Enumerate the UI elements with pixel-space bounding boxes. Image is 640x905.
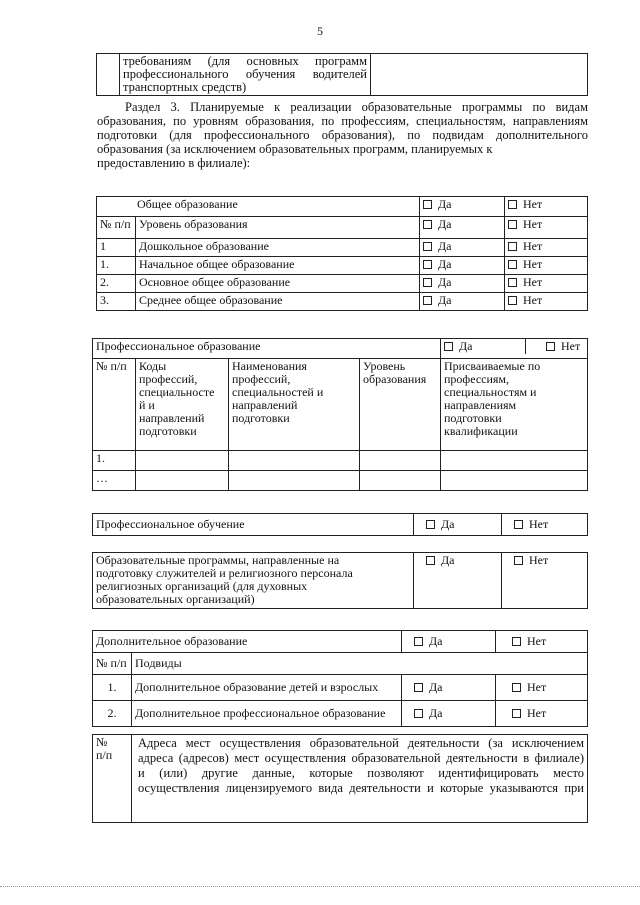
general-no-cell[interactable]: Нет: [505, 197, 588, 217]
checkbox-icon[interactable]: [423, 260, 432, 269]
top-table-line: требованиям (для основных программ: [123, 54, 367, 68]
checkbox-icon[interactable]: [426, 520, 435, 529]
table-cell[interactable]: [229, 451, 360, 471]
general-no-cell[interactable]: Нет: [505, 257, 588, 275]
section-3-text-last: предоставлению в филиале):: [97, 156, 251, 170]
general-title-cell: Общее образование: [97, 197, 420, 217]
checkbox-icon[interactable]: [423, 296, 432, 305]
general-yes-cell[interactable]: Да: [420, 293, 505, 311]
checkbox-icon[interactable]: [508, 200, 517, 209]
professional-education-table: [92, 338, 588, 491]
addresses-table: [92, 734, 588, 823]
checkbox-icon[interactable]: [414, 637, 423, 646]
level-name: Среднее общее образование: [136, 293, 420, 311]
checkbox-icon[interactable]: [444, 342, 453, 351]
table-row: [97, 293, 588, 311]
checkbox-icon[interactable]: [423, 200, 432, 209]
professional-title-cell: Профессиональное образование: [93, 339, 441, 359]
checkbox-icon[interactable]: [414, 683, 423, 692]
general-no-cell[interactable]: Нет: [505, 275, 588, 293]
checkbox-icon[interactable]: [508, 296, 517, 305]
addresses-num-header: № п/п: [93, 735, 132, 823]
checkbox-icon[interactable]: [512, 709, 521, 718]
additional-yes-cell[interactable]: Да: [402, 701, 496, 727]
checkbox-icon[interactable]: [512, 683, 521, 692]
additional-no-cell[interactable]: Нет: [496, 675, 588, 701]
row-number: 1: [97, 239, 136, 257]
table-cell[interactable]: [360, 471, 441, 491]
checkbox-icon[interactable]: [508, 278, 517, 287]
professional-training-yes-cell[interactable]: Да: [414, 514, 502, 536]
general-no-cell[interactable]: Нет: [505, 293, 588, 311]
additional-education-table: [92, 630, 588, 727]
table-row: [97, 239, 588, 257]
checkbox-icon[interactable]: [423, 278, 432, 287]
checkbox-icon[interactable]: [508, 242, 517, 251]
row-number: 1.: [93, 451, 136, 471]
top-table-empty-cell: [371, 54, 588, 96]
general-yes-cell[interactable]: Да: [420, 217, 505, 239]
professional-qualification-header: Присваиваемые по профессиям, специальностям и направлениям подготовки квалификации: [441, 359, 588, 451]
section-3-paragraph: [97, 100, 588, 170]
professional-training-no-cell[interactable]: Нет: [502, 514, 588, 536]
table-row: [97, 257, 588, 275]
professional-names-header: Наименования профессий, специальностей и направлений подготовки: [229, 359, 360, 451]
checkbox-icon[interactable]: [512, 637, 521, 646]
table-cell[interactable]: [136, 471, 229, 491]
top-table-num-cell: [97, 54, 120, 96]
checkbox-icon[interactable]: [508, 220, 517, 229]
row-number: 3.: [97, 293, 136, 311]
table-row: [93, 701, 588, 727]
additional-no-cell[interactable]: Нет: [496, 701, 588, 727]
table-row: [97, 275, 588, 293]
professional-training-title: Профессиональное обучение: [93, 514, 414, 536]
row-number: 2.: [97, 275, 136, 293]
additional-no-cell[interactable]: Нет: [496, 631, 588, 653]
subtype-name: Дополнительное профессиональное образование: [132, 701, 402, 727]
professional-level-header: Уровень образования: [360, 359, 441, 451]
religious-yes-cell[interactable]: Да: [414, 553, 502, 609]
table-cell[interactable]: [441, 451, 588, 471]
checkbox-icon[interactable]: [514, 556, 523, 565]
page-bottom-divider: [0, 886, 640, 887]
additional-num-header: № п/п: [93, 653, 132, 675]
top-table: [96, 53, 588, 96]
additional-yes-cell[interactable]: Да: [402, 675, 496, 701]
checkbox-icon[interactable]: [546, 342, 555, 351]
row-number: …: [93, 471, 136, 491]
top-table-text-cell: [120, 54, 371, 96]
checkbox-icon[interactable]: [423, 242, 432, 251]
professional-no-cell[interactable]: Нет: [526, 339, 588, 354]
professional-training-table: [92, 513, 588, 536]
table-row: [93, 675, 588, 701]
general-yes-cell[interactable]: Да: [420, 275, 505, 293]
table-cell[interactable]: [229, 471, 360, 491]
page-number: 5: [317, 24, 323, 38]
row-number: 1.: [93, 675, 132, 701]
checkbox-icon[interactable]: [423, 220, 432, 229]
additional-subtypes-header: Подвиды: [132, 653, 588, 675]
table-cell[interactable]: [441, 471, 588, 491]
religious-programs-table: [92, 552, 588, 609]
general-no-cell[interactable]: Нет: [505, 217, 588, 239]
general-level-header: Уровень образования: [136, 217, 420, 239]
level-name: Основное общее образование: [136, 275, 420, 293]
general-yes-cell[interactable]: Да: [420, 239, 505, 257]
row-number: 1.: [97, 257, 136, 275]
section-3-text: Раздел 3. Планируемые к реализации образовательные программы по видам образования, по уровням образования, по профессиям, специальностям, направлениям подготовки (для профессионального образования), по подвидам дополнительного образования (за исключением образовательных программ, планируемых к: [97, 100, 588, 156]
professional-yesno-cell: [441, 339, 588, 359]
professional-num-header: № п/п: [93, 359, 136, 451]
checkbox-icon[interactable]: [508, 260, 517, 269]
additional-yes-cell[interactable]: Да: [402, 631, 496, 653]
religious-no-cell[interactable]: Нет: [502, 553, 588, 609]
professional-yes-cell[interactable]: Да: [441, 339, 526, 354]
general-education-table: [96, 196, 588, 311]
subtype-name: Дополнительное образование детей и взрослых: [132, 675, 402, 701]
table-cell[interactable]: [360, 451, 441, 471]
additional-title-cell: Дополнительное образование: [93, 631, 402, 653]
top-table-line: профессионального обучения водителей: [123, 67, 367, 81]
general-yes-cell[interactable]: Да: [420, 197, 505, 217]
table-row: [93, 451, 588, 471]
general-yes-cell[interactable]: Да: [420, 257, 505, 275]
general-no-cell[interactable]: Нет: [505, 239, 588, 257]
general-num-header: № п/п: [97, 217, 136, 239]
professional-codes-header: Коды профессий, специальносте й и направлений подготовки: [136, 359, 229, 451]
religious-programs-text: Образовательные программы, направленные на подготовку служителей и религиозного персонала религиозных организаций (для духовных образовательных организаций): [93, 553, 414, 609]
checkbox-icon[interactable]: [426, 556, 435, 565]
checkbox-icon[interactable]: [514, 520, 523, 529]
addresses-text: Адреса мест осуществления образовательной деятельности (за исключением адреса (адресов) мест осуществления образовательной деятельности в филиале) и (или) другие данные, которые позволяют идентифицировать место осуществления лицензируемого вида деятельности и которые указываются при: [132, 735, 588, 823]
table-cell[interactable]: [136, 451, 229, 471]
top-table-line: транспортных средств): [123, 80, 247, 94]
level-name: Начальное общее образование: [136, 257, 420, 275]
table-row: [93, 471, 588, 491]
level-name: Дошкольное образование: [136, 239, 420, 257]
row-number: 2.: [93, 701, 132, 727]
checkbox-icon[interactable]: [414, 709, 423, 718]
